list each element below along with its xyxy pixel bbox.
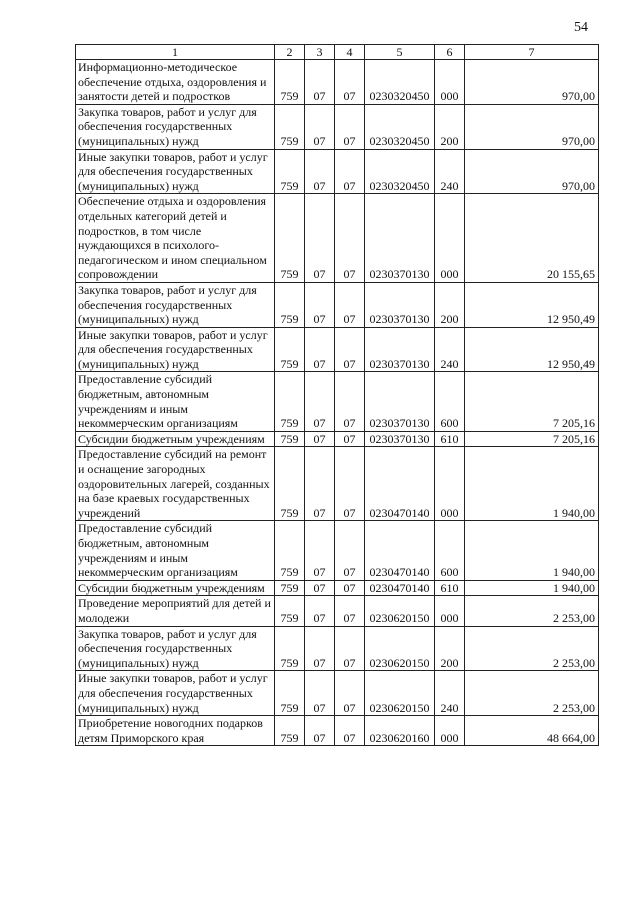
row-col2-cell: 759 <box>275 149 305 194</box>
row-amount-cell: 7 205,16 <box>465 372 599 431</box>
row-col4-cell: 07 <box>335 431 365 447</box>
row-amount-cell: 970,00 <box>465 60 599 105</box>
row-col6-cell: 600 <box>435 521 465 580</box>
row-col3-cell: 07 <box>305 626 335 671</box>
row-col6-cell: 000 <box>435 596 465 626</box>
table-row <box>76 149 599 194</box>
table-row <box>76 327 599 372</box>
row-col2-cell: 759 <box>275 716 305 746</box>
table-row <box>76 447 599 521</box>
header-col-7: 7 <box>465 45 599 60</box>
budget-table <box>75 44 599 746</box>
row-amount-cell: 12 950,49 <box>465 327 599 372</box>
row-name-cell: Субсидии бюджетным учреждениям <box>76 431 275 447</box>
row-col6-cell: 610 <box>435 580 465 596</box>
row-name-cell: Информационно-методическое обеспечение отдыха, оздоровления и занятости детей и подростков <box>76 60 275 105</box>
row-amount-cell: 2 253,00 <box>465 626 599 671</box>
row-col5-cell: 0230370130 <box>365 327 435 372</box>
row-col6-cell: 200 <box>435 282 465 327</box>
table-row <box>76 521 599 580</box>
row-col3-cell: 07 <box>305 596 335 626</box>
row-col2-cell: 759 <box>275 431 305 447</box>
table-row <box>76 104 599 149</box>
row-name-cell: Иные закупки товаров, работ и услуг для обеспечения государственных (муниципальных) нужд <box>76 327 275 372</box>
row-col6-cell: 600 <box>435 372 465 431</box>
row-col4-cell: 07 <box>335 596 365 626</box>
row-col4-cell: 07 <box>335 282 365 327</box>
row-col6-cell: 000 <box>435 194 465 283</box>
row-col4-cell: 07 <box>335 194 365 283</box>
row-col6-cell: 200 <box>435 104 465 149</box>
row-col2-cell: 759 <box>275 626 305 671</box>
table-row <box>76 282 599 327</box>
row-col2-cell: 759 <box>275 282 305 327</box>
table-row <box>76 431 599 447</box>
row-col2-cell: 759 <box>275 447 305 521</box>
row-amount-cell: 970,00 <box>465 104 599 149</box>
row-col3-cell: 07 <box>305 60 335 105</box>
row-name-cell: Предоставление субсидий бюджетным, автономным учреждениям и иным некоммерческим организациям <box>76 521 275 580</box>
row-name-cell: Обеспечение отдыха и оздоровления отдельных категорий детей и подростков, в том числе нуждающихся в психолого-педагогическом и ином специальном сопровождении <box>76 194 275 283</box>
row-col3-cell: 07 <box>305 447 335 521</box>
row-col5-cell: 0230620150 <box>365 626 435 671</box>
row-col3-cell: 07 <box>305 194 335 283</box>
row-col4-cell: 07 <box>335 372 365 431</box>
row-col2-cell: 759 <box>275 194 305 283</box>
row-name-cell: Закупка товаров, работ и услуг для обеспечения государственных (муниципальных) нужд <box>76 282 275 327</box>
row-col4-cell: 07 <box>335 104 365 149</box>
row-name-cell: Иные закупки товаров, работ и услуг для обеспечения государственных (муниципальных) нужд <box>76 671 275 716</box>
row-amount-cell: 20 155,65 <box>465 194 599 283</box>
row-col3-cell: 07 <box>305 149 335 194</box>
row-col2-cell: 759 <box>275 372 305 431</box>
table-row <box>76 671 599 716</box>
row-col4-cell: 07 <box>335 580 365 596</box>
row-amount-cell: 1 940,00 <box>465 580 599 596</box>
row-col5-cell: 0230470140 <box>365 447 435 521</box>
table-row <box>76 596 599 626</box>
row-amount-cell: 2 253,00 <box>465 671 599 716</box>
row-amount-cell: 970,00 <box>465 149 599 194</box>
row-col3-cell: 07 <box>305 580 335 596</box>
row-col5-cell: 0230620150 <box>365 671 435 716</box>
row-col5-cell: 0230470140 <box>365 521 435 580</box>
page-number: 54 <box>574 20 588 35</box>
row-col2-cell: 759 <box>275 580 305 596</box>
row-name-cell: Иные закупки товаров, работ и услуг для обеспечения государственных (муниципальных) нужд <box>76 149 275 194</box>
row-col4-cell: 07 <box>335 716 365 746</box>
row-col2-cell: 759 <box>275 327 305 372</box>
header-col-5: 5 <box>365 45 435 60</box>
row-col6-cell: 240 <box>435 671 465 716</box>
row-amount-cell: 7 205,16 <box>465 431 599 447</box>
row-col3-cell: 07 <box>305 282 335 327</box>
row-col6-cell: 240 <box>435 149 465 194</box>
row-col6-cell: 610 <box>435 431 465 447</box>
row-amount-cell: 1 940,00 <box>465 521 599 580</box>
row-col5-cell: 0230320450 <box>365 149 435 194</box>
row-col3-cell: 07 <box>305 104 335 149</box>
row-col5-cell: 0230370130 <box>365 282 435 327</box>
table-row <box>76 194 599 283</box>
row-name-cell: Предоставление субсидий на ремонт и оснащение загородных оздоровительных лагерей, созданных на базе краевых государственных учреждений <box>76 447 275 521</box>
row-amount-cell: 48 664,00 <box>465 716 599 746</box>
row-col3-cell: 07 <box>305 671 335 716</box>
header-col-4: 4 <box>335 45 365 60</box>
row-col3-cell: 07 <box>305 521 335 580</box>
table-row <box>76 580 599 596</box>
row-col6-cell: 000 <box>435 447 465 521</box>
row-col2-cell: 759 <box>275 104 305 149</box>
row-amount-cell: 2 253,00 <box>465 596 599 626</box>
row-col5-cell: 0230620150 <box>365 596 435 626</box>
table-row <box>76 626 599 671</box>
row-col2-cell: 759 <box>275 60 305 105</box>
row-amount-cell: 12 950,49 <box>465 282 599 327</box>
header-col-1: 1 <box>76 45 275 60</box>
header-col-6: 6 <box>435 45 465 60</box>
table-row <box>76 716 599 746</box>
row-name-cell: Субсидии бюджетным учреждениям <box>76 580 275 596</box>
table-row <box>76 372 599 431</box>
header-col-3: 3 <box>305 45 335 60</box>
row-name-cell: Предоставление субсидий бюджетным, автономным учреждениям и иным некоммерческим организациям <box>76 372 275 431</box>
row-col3-cell: 07 <box>305 372 335 431</box>
row-name-cell: Закупка товаров, работ и услуг для обеспечения государственных (муниципальных) нужд <box>76 104 275 149</box>
row-col5-cell: 0230370130 <box>365 372 435 431</box>
row-col4-cell: 07 <box>335 447 365 521</box>
row-col5-cell: 0230320450 <box>365 104 435 149</box>
row-col6-cell: 200 <box>435 626 465 671</box>
table-row <box>76 60 599 105</box>
row-col4-cell: 07 <box>335 327 365 372</box>
header-col-2: 2 <box>275 45 305 60</box>
row-col5-cell: 0230370130 <box>365 194 435 283</box>
row-col6-cell: 000 <box>435 716 465 746</box>
row-col6-cell: 240 <box>435 327 465 372</box>
row-col2-cell: 759 <box>275 671 305 716</box>
row-col2-cell: 759 <box>275 521 305 580</box>
table-header-row <box>76 45 599 60</box>
row-col2-cell: 759 <box>275 596 305 626</box>
row-name-cell: Закупка товаров, работ и услуг для обеспечения государственных (муниципальных) нужд <box>76 626 275 671</box>
row-col3-cell: 07 <box>305 327 335 372</box>
row-col5-cell: 0230620160 <box>365 716 435 746</box>
row-col5-cell: 0230370130 <box>365 431 435 447</box>
row-col5-cell: 0230470140 <box>365 580 435 596</box>
row-name-cell: Приобретение новогодних подарков детям Приморского края <box>76 716 275 746</box>
row-col3-cell: 07 <box>305 431 335 447</box>
row-col3-cell: 07 <box>305 716 335 746</box>
row-name-cell: Проведение мероприятий для детей и молодежи <box>76 596 275 626</box>
row-amount-cell: 1 940,00 <box>465 447 599 521</box>
row-col4-cell: 07 <box>335 149 365 194</box>
row-col4-cell: 07 <box>335 60 365 105</box>
row-col4-cell: 07 <box>335 671 365 716</box>
row-col4-cell: 07 <box>335 521 365 580</box>
row-col4-cell: 07 <box>335 626 365 671</box>
row-col6-cell: 000 <box>435 60 465 105</box>
row-col5-cell: 0230320450 <box>365 60 435 105</box>
